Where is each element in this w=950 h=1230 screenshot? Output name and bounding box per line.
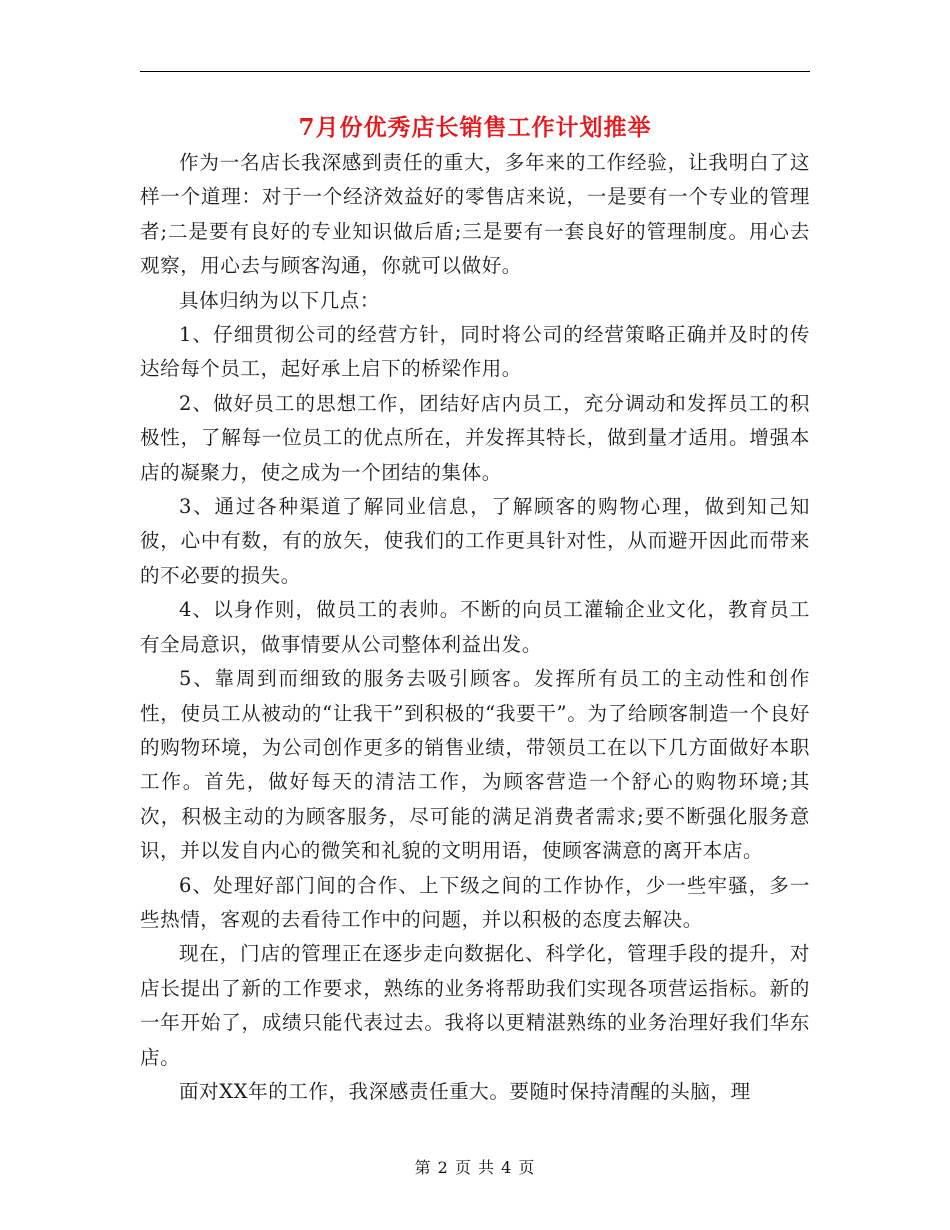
header-rule bbox=[140, 71, 810, 72]
paragraph-point-2: 2、做好员工的思想工作，团结好店内员工，充分调动和发挥员工的积极性，了解每一位员工的优点所在，并发挥其特长，做到量才适用。增强本店的凝聚力，使之成为一个团结的集体。 bbox=[140, 391, 810, 484]
page-footer bbox=[0, 1155, 950, 1178]
paragraph-point-1: 1、仔细贯彻公司的经营方针，同时将公司的经营策略正确并及时的传达给每个员工，起好承上启下的桥梁作用。 bbox=[140, 323, 810, 381]
paragraph-outlook: 面对XX年的工作，我深感责任重大。要随时保持清醒的头脑，理 bbox=[179, 1079, 751, 1103]
paragraph-point-6: 6、处理好部门间的合作、上下级之间的工作协作，少一些牢骚，多一些热情，客观的去看待工作中的问题，并以积极的态度去解决。 bbox=[140, 873, 810, 931]
paragraph-point-3: 3、通过各种渠道了解同业信息，了解顾客的购物心理，做到知己知彼，心中有数，有的放矢，使我们的工作更具针对性，从而避开因此而带来的不必要的损失。 bbox=[140, 495, 810, 587]
document-title: 7月份优秀店长销售工作计划推举 bbox=[298, 114, 652, 141]
paragraph-summary-lead: 具体归纳为以下几点： bbox=[179, 288, 381, 312]
paragraph-point-5: 5、靠周到而细致的服务去吸引顾客。发挥所有员工的主动性和创作性，使员工从被动的“让我干”到积极的“我要干”。为了给顾客制造一个良好的购物环境，为公司创作更多的销售业绩，带领员工在以下几方面做好本职工作。首先，做好每天的清洁工作，为顾客营造一个舒心的购物环境;其次，积极主动的为顾客服务，尽可能的满足消费者需求;要不断强化服务意识，并以发自内心的微笑和礼貌的文明用语，使顾客满意的离开本店。 bbox=[140, 667, 810, 863]
document-body bbox=[140, 146, 810, 1109]
page-number-label: 第 2 页 共 4 页 bbox=[414, 1158, 536, 1177]
paragraph-point-4: 4、以身作则，做员工的表帅。不断的向员工灌输企业文化，教育员工有全局意识，做事情要从公司整体利益出发。 bbox=[140, 598, 810, 656]
paragraph-current-status: 现在，门店的管理正在逐步走向数据化、科学化，管理手段的提升，对店长提出了新的工作要求，熟练的业务将帮助我们实现各项营运指标。新的一年开始了，成绩只能代表过去。我将以更精湛熟练的业务治理好我们华东店。 bbox=[140, 942, 810, 1069]
paragraph-intro: 作为一名店长我深感到责任的重大，多年来的工作经验，让我明白了这样一个道理：对于一个经济效益好的零售店来说，一是要有一个专业的管理者;二是要有良好的专业知识做后盾;三是要有一套良好的管理制度。用心去观察，用心去与顾客沟通，你就可以做好。 bbox=[140, 151, 810, 278]
